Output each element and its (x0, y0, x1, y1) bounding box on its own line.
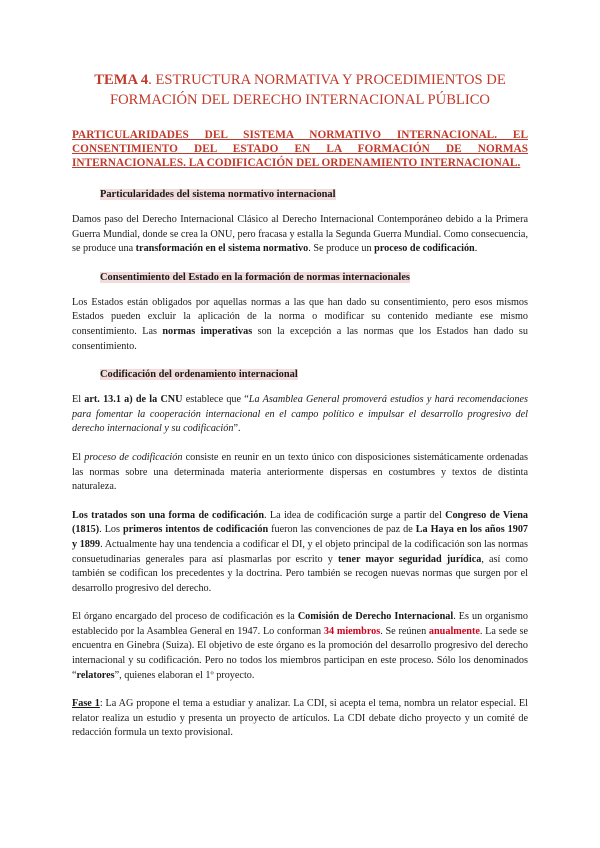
text-run: . Se produce un (308, 243, 375, 255)
bold-run: proceso de codificación (374, 243, 475, 255)
bold-run: La Haya en los años 1907 y 1899 (72, 524, 529, 550)
paragraph-particularidades (72, 213, 528, 257)
text-run: El (72, 394, 85, 406)
text-run: consiste en reunir en un texto único con disposiciones sistemáticamente ordenadas las normas sobre una determinada materia anteriormente dispersas en costumbres y textos de distinta naturaleza. (72, 451, 528, 493)
text-run: ”, quienes elaboran el 1º proyecto. (114, 669, 255, 681)
text-run: ”. (233, 423, 241, 435)
text-run: . Los (99, 524, 123, 536)
bold-run: transformación en el sistema normativo (135, 243, 309, 255)
paragraph-art-13 (72, 393, 528, 437)
paragraph-consentimiento (72, 296, 528, 354)
bold-run: primeros intentos de codificación (122, 524, 269, 536)
text-run: fueron las convenciones de paz de (268, 524, 416, 536)
text-run: . La sede se encuentra en Ginebra (Suiza). El objetivo de este órgano es la promoción del desarrollo progresivo del derecho internacional y su codificación. Pero no todos los miembros participan en este proceso. Sólo los denominados “ (72, 625, 528, 681)
italic-run: proceso de codificación (84, 451, 183, 463)
bold-run: Congreso de Viena (1815) (72, 509, 528, 536)
title-topic-number: TEMA 4 (94, 72, 149, 88)
bold-run: relatores (76, 669, 115, 681)
fase-label: Fase 1 (72, 698, 100, 710)
text-run: El (72, 451, 85, 463)
subheading-codificacion (100, 368, 528, 382)
bold-run: normas imperativas (162, 325, 253, 337)
text-run: Damos paso del Derecho Internacional Clásico al Derecho Internacional Contemporáneo debido a la Primera Guerra Mundial, donde se crea la ONU, pero fracasa y estalla la Segunda Guerra Mundial. Como consecuencia, se produce una (72, 214, 529, 255)
text-run: , así como también se codifican los precedentes y la doctrina. Pero también se recogen nuevas normas que surgen por el desarrollo progresivo del derecho. (72, 553, 528, 594)
text-run: son la excepción a las normas que los Estados han dado su consentimiento. (72, 325, 528, 352)
bold-run: tener mayor seguridad jurídica (337, 553, 482, 565)
section-heading: PARTICULARIDADES DEL SISTEMA NORMATIVO INTERNACIONAL. EL CONSENTIMIENTO DEL ESTADO EN LA FORMACIÓN DE NORMAS INTERNACIONALES. LA CODIFICACIÓN DEL ORDENAMIENTO INTERNACIONAL. (72, 129, 528, 169)
text-run: El órgano encargado del proceso de codificación es la (72, 611, 298, 623)
subheading-consentimiento (100, 271, 528, 285)
text-run: . Se reúnen (380, 625, 429, 637)
bold-run: art. 13.1 a) de la CNU (84, 394, 183, 406)
italic-run: La Asamblea General promoverá estudios y hará recomendaciones para fomentar la cooperación internacional en el campo político e impulsar el desarrollo progresivo del derecho internacional y su codificación (72, 394, 528, 435)
text-run: . (474, 243, 478, 255)
red-bold-run: 34 miembros (323, 625, 381, 637)
red-bold-run: anualmente (428, 625, 480, 637)
bold-run: Comisión de Derecho Internacional (297, 611, 454, 623)
text-run: . La idea de codificación surge a partir del (264, 509, 446, 521)
subheading-text: Codificación del ordenamiento internacional (100, 369, 298, 381)
page-title (72, 70, 528, 110)
text-run: Los Estados están obligados por aquellas normas a las que han dado su consentimiento, pero esos mismos Estados pueden excluir la aplicación de la norma o modificar su contenido mediante ese mismo consentimiento. Las (72, 296, 528, 337)
title-topic-name: . ESTRUCTURA NORMATIVA Y PROCEDIMIENTOS DE FORMACIÓN DEL DERECHO INTERNACIONAL PÚBLICO (110, 72, 506, 108)
subheading-text: Particularidades del sistema normativo internacional (100, 189, 336, 200)
document-page (72, 70, 528, 755)
paragraph-cdi (72, 610, 528, 683)
text-run: . Actualmente hay una tendencia a codificar el DI, y el objeto principal de la codificación son las normas consuetudinarias generales para así plasmarlas por escrito y (72, 538, 528, 565)
text-run: establece que “ (182, 394, 249, 406)
paragraph-fase-1 (72, 697, 528, 741)
paragraph-tratados (72, 509, 528, 597)
paragraph-proceso-codificacion (72, 451, 528, 495)
subheading-text: Consentimiento del Estado en la formación de normas internacionales (100, 271, 410, 283)
text-run: : La AG propone el tema a estudiar y analizar. La CDI, si acepta el tema, nombra un relator especial. El relator realiza un estudio y presenta un proyecto de artículos. La CDI debate dicho proyecto y un comité de redacción formula un texto provisional. (72, 698, 528, 739)
bold-run: Los tratados son una forma de codificación (72, 509, 265, 521)
subheading-particularidades (100, 188, 528, 202)
text-run: . Es un organismo establecido por la Asamblea General en 1947. Lo conforman (72, 611, 528, 637)
